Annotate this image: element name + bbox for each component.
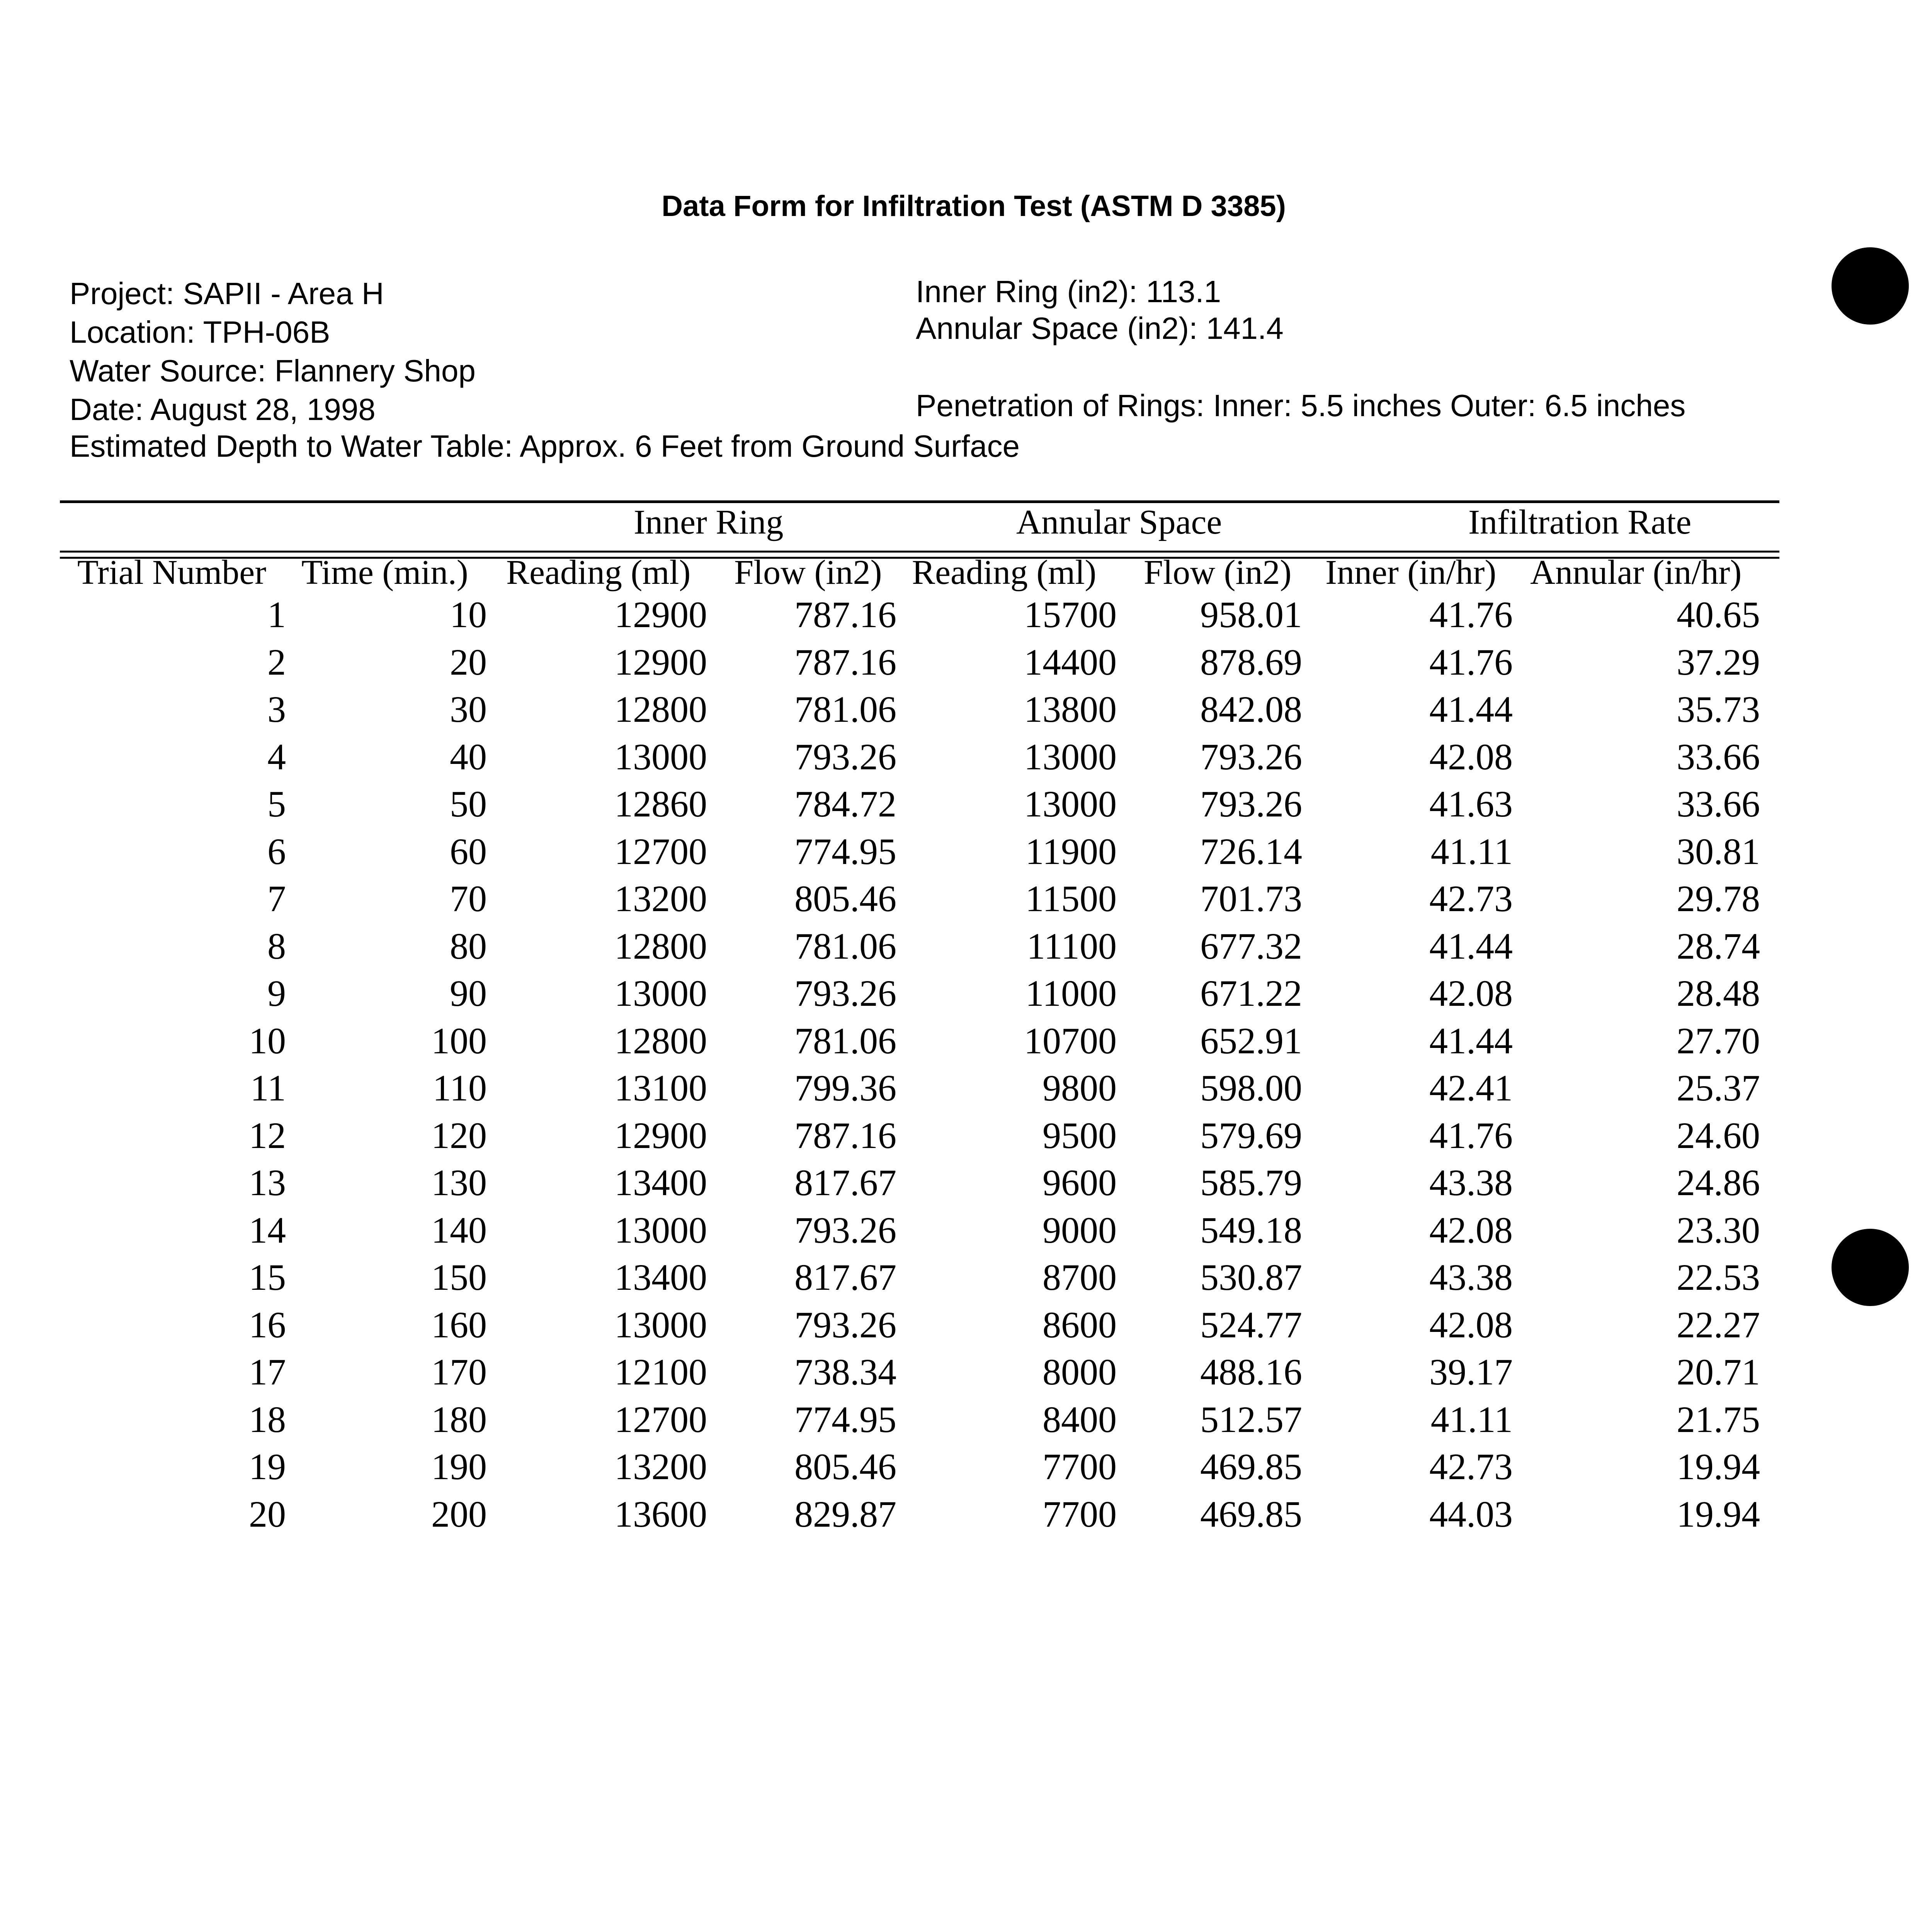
cell-trial-number: 16 xyxy=(249,1304,286,1345)
cell-trial-number: 11 xyxy=(250,1067,286,1109)
cell-annular-reading: 11900 xyxy=(1025,830,1117,872)
col-header-annular-rate: Annular (in/hr) xyxy=(1530,553,1742,592)
cell-trial-number: 4 xyxy=(267,736,286,777)
cell-annular-reading: 11100 xyxy=(1027,925,1117,967)
col-header-inner-rate: Inner (in/hr) xyxy=(1325,553,1497,592)
cell-trial-number: 1 xyxy=(267,594,286,635)
cell-annular-rate: 37.29 xyxy=(1677,641,1760,683)
cell-inner-flow: 793.26 xyxy=(794,973,896,1014)
cell-trial-number: 2 xyxy=(267,641,286,683)
cell-trial-number: 12 xyxy=(249,1114,286,1156)
cell-inner-rate: 42.08 xyxy=(1429,973,1513,1014)
cell-inner-reading: 12900 xyxy=(614,594,707,635)
cell-inner-flow: 787.16 xyxy=(794,641,896,683)
location-info: Location: TPH-06B xyxy=(70,315,330,349)
cell-inner-reading: 13400 xyxy=(614,1162,707,1203)
cell-inner-rate: 41.11 xyxy=(1430,830,1513,872)
cell-annular-reading: 7700 xyxy=(1043,1493,1117,1535)
cell-annular-reading: 10700 xyxy=(1024,1020,1117,1061)
cell-annular-reading: 13000 xyxy=(1024,783,1117,825)
cell-annular-flow: 524.77 xyxy=(1200,1304,1302,1345)
cell-trial-number: 18 xyxy=(249,1398,286,1440)
cell-annular-reading: 7700 xyxy=(1043,1446,1117,1487)
cell-inner-rate: 44.03 xyxy=(1429,1493,1513,1535)
cell-annular-rate: 29.78 xyxy=(1677,878,1760,919)
cell-inner-flow: 805.46 xyxy=(794,878,896,919)
cell-annular-rate: 19.94 xyxy=(1677,1446,1760,1487)
cell-annular-flow: 701.73 xyxy=(1200,878,1302,919)
cell-inner-reading: 12800 xyxy=(614,689,707,730)
cell-trial-number: 3 xyxy=(267,689,286,730)
cell-annular-rate: 28.48 xyxy=(1677,973,1760,1014)
cell-inner-flow: 787.16 xyxy=(794,1114,896,1156)
punch-hole-middle xyxy=(1832,1229,1909,1306)
cell-inner-reading: 12860 xyxy=(614,783,707,825)
cell-inner-flow: 793.26 xyxy=(794,1209,896,1251)
cell-annular-rate: 21.75 xyxy=(1677,1398,1760,1440)
date-info: Date: August 28, 1998 xyxy=(70,392,376,427)
col-header-annular-flow: Flow (in2) xyxy=(1144,553,1292,592)
cell-trial-number: 13 xyxy=(249,1162,286,1203)
cell-time: 60 xyxy=(450,830,487,872)
cell-annular-flow: 549.18 xyxy=(1200,1209,1302,1251)
cell-time: 170 xyxy=(431,1351,487,1393)
cell-inner-flow: 784.72 xyxy=(794,783,896,825)
cell-annular-rate: 20.71 xyxy=(1677,1351,1760,1393)
cell-inner-rate: 41.63 xyxy=(1429,783,1513,825)
form-title: Data Form for Infiltration Test (ASTM D 3385) xyxy=(662,190,1286,223)
cell-trial-number: 17 xyxy=(249,1351,286,1393)
cell-inner-rate: 42.73 xyxy=(1429,1446,1513,1487)
project-info: Project: SAPII - Area H xyxy=(70,276,384,311)
cell-inner-rate: 41.76 xyxy=(1429,641,1513,683)
cell-annular-flow: 793.26 xyxy=(1200,783,1302,825)
cell-inner-rate: 42.08 xyxy=(1429,1304,1513,1345)
cell-inner-reading: 13000 xyxy=(614,1304,707,1345)
cell-inner-flow: 805.46 xyxy=(794,1446,896,1487)
cell-inner-reading: 13000 xyxy=(614,736,707,777)
cell-time: 150 xyxy=(431,1257,487,1298)
cell-inner-rate: 41.44 xyxy=(1429,689,1513,730)
cell-annular-reading: 9800 xyxy=(1043,1067,1117,1109)
cell-time: 140 xyxy=(431,1209,487,1251)
cell-time: 20 xyxy=(450,641,487,683)
cell-inner-rate: 43.38 xyxy=(1429,1162,1513,1203)
cell-annular-flow: 842.08 xyxy=(1200,689,1302,730)
cell-time: 180 xyxy=(431,1398,487,1440)
cell-annular-rate: 33.66 xyxy=(1677,736,1760,777)
cell-annular-reading: 13800 xyxy=(1024,689,1117,730)
cell-annular-flow: 671.22 xyxy=(1200,973,1302,1014)
cell-annular-reading: 9000 xyxy=(1043,1209,1117,1251)
cell-annular-reading: 11000 xyxy=(1025,973,1117,1014)
cell-inner-reading: 13100 xyxy=(614,1067,707,1109)
cell-time: 160 xyxy=(431,1304,487,1345)
cell-inner-reading: 13200 xyxy=(614,1446,707,1487)
cell-annular-flow: 488.16 xyxy=(1200,1351,1302,1393)
punch-hole-top xyxy=(1832,247,1909,325)
cell-inner-flow: 781.06 xyxy=(794,1020,896,1061)
cell-trial-number: 7 xyxy=(267,878,286,919)
cell-inner-rate: 42.08 xyxy=(1429,736,1513,777)
cell-trial-number: 19 xyxy=(249,1446,286,1487)
group-header-annular-space: Annular Space xyxy=(1016,503,1222,541)
cell-annular-flow: 469.85 xyxy=(1200,1446,1302,1487)
annular-space-area-info: Annular Space (in2): 141.4 xyxy=(916,311,1284,345)
cell-inner-reading: 12900 xyxy=(614,1114,707,1156)
col-header-time: Time (min.) xyxy=(301,553,468,592)
cell-annular-reading: 9500 xyxy=(1043,1114,1117,1156)
cell-inner-flow: 738.34 xyxy=(794,1351,896,1393)
cell-time: 80 xyxy=(450,925,487,967)
cell-annular-rate: 30.81 xyxy=(1677,830,1760,872)
cell-annular-rate: 40.65 xyxy=(1677,594,1760,635)
cell-annular-flow: 878.69 xyxy=(1200,641,1302,683)
cell-inner-rate: 42.41 xyxy=(1429,1067,1513,1109)
cell-annular-rate: 19.94 xyxy=(1677,1493,1760,1535)
cell-inner-rate: 43.38 xyxy=(1429,1257,1513,1298)
cell-inner-rate: 42.73 xyxy=(1429,878,1513,919)
cell-annular-flow: 652.91 xyxy=(1200,1020,1302,1061)
col-header-inner-flow: Flow (in2) xyxy=(734,553,882,592)
cell-annular-rate: 33.66 xyxy=(1677,783,1760,825)
cell-annular-rate: 22.53 xyxy=(1677,1257,1760,1298)
cell-annular-rate: 22.27 xyxy=(1677,1304,1760,1345)
ring-penetration-info: Penetration of Rings: Inner: 5.5 inches Outer: 6.5 inches xyxy=(916,388,1686,423)
cell-annular-flow: 579.69 xyxy=(1200,1114,1302,1156)
cell-trial-number: 14 xyxy=(249,1209,286,1251)
cell-annular-reading: 11500 xyxy=(1025,878,1117,919)
cell-trial-number: 9 xyxy=(267,973,286,1014)
cell-annular-rate: 24.60 xyxy=(1677,1114,1760,1156)
cell-inner-flow: 774.95 xyxy=(794,830,896,872)
cell-annular-reading: 13000 xyxy=(1024,736,1117,777)
cell-inner-flow: 781.06 xyxy=(794,689,896,730)
cell-inner-reading: 12700 xyxy=(614,830,707,872)
cell-annular-reading: 8400 xyxy=(1043,1398,1117,1440)
cell-time: 50 xyxy=(450,783,487,825)
cell-inner-reading: 12800 xyxy=(614,925,707,967)
cell-trial-number: 6 xyxy=(267,830,286,872)
cell-time: 110 xyxy=(432,1067,487,1109)
cell-annular-flow: 512.57 xyxy=(1200,1398,1302,1440)
cell-time: 70 xyxy=(450,878,487,919)
water-source-info: Water Source: Flannery Shop xyxy=(70,354,476,388)
cell-trial-number: 15 xyxy=(249,1257,286,1298)
cell-annular-rate: 28.74 xyxy=(1677,925,1760,967)
cell-trial-number: 5 xyxy=(267,783,286,825)
cell-annular-flow: 793.26 xyxy=(1200,736,1302,777)
cell-time: 130 xyxy=(431,1162,487,1203)
cell-inner-rate: 39.17 xyxy=(1429,1351,1513,1393)
cell-inner-reading: 12100 xyxy=(614,1351,707,1393)
cell-annular-flow: 958.01 xyxy=(1200,594,1302,635)
cell-annular-rate: 24.86 xyxy=(1677,1162,1760,1203)
cell-inner-flow: 787.16 xyxy=(794,594,896,635)
cell-annular-reading: 8700 xyxy=(1043,1257,1117,1298)
cell-annular-rate: 35.73 xyxy=(1677,689,1760,730)
cell-annular-flow: 726.14 xyxy=(1200,830,1302,872)
cell-time: 200 xyxy=(431,1493,487,1535)
cell-trial-number: 20 xyxy=(249,1493,286,1535)
cell-inner-rate: 41.76 xyxy=(1429,1114,1513,1156)
cell-time: 120 xyxy=(431,1114,487,1156)
cell-annular-rate: 23.30 xyxy=(1677,1209,1760,1251)
cell-annular-flow: 469.85 xyxy=(1200,1493,1302,1535)
cell-inner-rate: 41.44 xyxy=(1429,925,1513,967)
col-header-inner-reading: Reading (ml) xyxy=(506,553,691,592)
cell-inner-rate: 41.76 xyxy=(1429,594,1513,635)
cell-time: 30 xyxy=(450,689,487,730)
cell-time: 100 xyxy=(431,1020,487,1061)
cell-annular-reading: 14400 xyxy=(1024,641,1117,683)
cell-annular-flow: 677.32 xyxy=(1200,925,1302,967)
cell-inner-rate: 42.08 xyxy=(1429,1209,1513,1251)
cell-annular-reading: 8000 xyxy=(1043,1351,1117,1393)
cell-annular-flow: 598.00 xyxy=(1200,1067,1302,1109)
cell-annular-reading: 9600 xyxy=(1043,1162,1117,1203)
cell-inner-flow: 829.87 xyxy=(794,1493,896,1535)
group-header-infiltration-rate: Infiltration Rate xyxy=(1468,503,1692,541)
cell-trial-number: 8 xyxy=(267,925,286,967)
water-table-depth-info: Estimated Depth to Water Table: Approx. 6 Feet from Ground Surface xyxy=(70,429,1020,463)
cell-inner-reading: 13200 xyxy=(614,878,707,919)
cell-inner-flow: 793.26 xyxy=(794,736,896,777)
group-header-inner-ring: Inner Ring xyxy=(634,503,784,541)
cell-annular-reading: 15700 xyxy=(1024,594,1117,635)
cell-inner-rate: 41.44 xyxy=(1429,1020,1513,1061)
cell-time: 90 xyxy=(450,973,487,1014)
cell-inner-reading: 12800 xyxy=(614,1020,707,1061)
cell-inner-flow: 817.67 xyxy=(794,1162,896,1203)
cell-time: 40 xyxy=(450,736,487,777)
cell-time: 190 xyxy=(431,1446,487,1487)
cell-inner-reading: 12700 xyxy=(614,1398,707,1440)
cell-inner-flow: 774.95 xyxy=(794,1398,896,1440)
inner-ring-area-info: Inner Ring (in2): 113.1 xyxy=(916,274,1221,309)
cell-inner-reading: 13000 xyxy=(614,973,707,1014)
cell-inner-reading: 13000 xyxy=(614,1209,707,1251)
col-header-annular-reading: Reading (ml) xyxy=(912,553,1097,592)
cell-inner-flow: 817.67 xyxy=(794,1257,896,1298)
cell-trial-number: 10 xyxy=(249,1020,286,1061)
cell-annular-reading: 8600 xyxy=(1043,1304,1117,1345)
cell-inner-flow: 793.26 xyxy=(794,1304,896,1345)
cell-annular-flow: 530.87 xyxy=(1200,1257,1302,1298)
cell-inner-flow: 781.06 xyxy=(794,925,896,967)
cell-inner-flow: 799.36 xyxy=(794,1067,896,1109)
cell-inner-rate: 41.11 xyxy=(1430,1398,1513,1440)
cell-inner-reading: 13600 xyxy=(614,1493,707,1535)
cell-time: 10 xyxy=(450,594,487,635)
cell-inner-reading: 12900 xyxy=(614,641,707,683)
cell-inner-reading: 13400 xyxy=(614,1257,707,1298)
col-header-trial-number: Trial Number xyxy=(77,553,267,592)
cell-annular-flow: 585.79 xyxy=(1200,1162,1302,1203)
cell-annular-rate: 25.37 xyxy=(1677,1067,1760,1109)
cell-annular-rate: 27.70 xyxy=(1677,1020,1760,1061)
